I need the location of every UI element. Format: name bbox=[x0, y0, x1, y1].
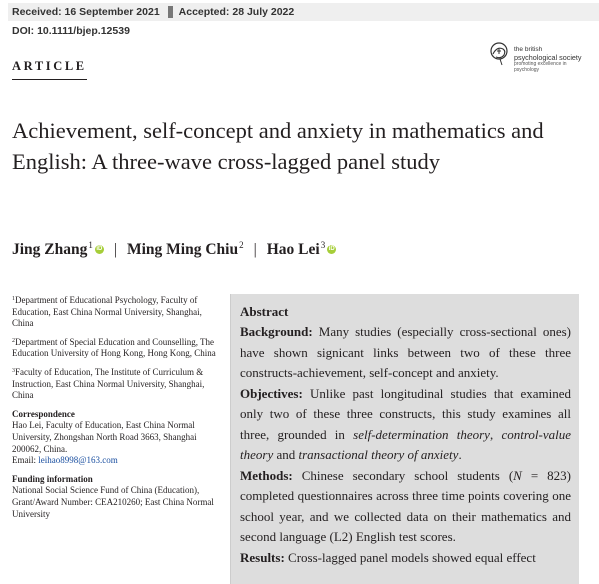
affiliation-number: 1 bbox=[12, 296, 15, 302]
funding-heading: Funding information bbox=[12, 473, 93, 484]
bps-logo bbox=[488, 40, 588, 80]
bps-logo-line2: psychological society bbox=[514, 53, 582, 62]
accepted-date: Accepted: 28 July 2022 bbox=[178, 6, 295, 18]
affiliation-number: 3 bbox=[12, 367, 15, 374]
email-link[interactable]: leihao8998@163.com bbox=[38, 455, 118, 466]
methods-label: Methods: bbox=[240, 467, 293, 483]
author-name[interactable]: Hao Lei bbox=[266, 241, 320, 258]
correspondence-heading: Correspondence bbox=[12, 408, 75, 419]
sample-size-symbol: N bbox=[513, 467, 522, 483]
bps-logo-line1: the british bbox=[514, 46, 543, 53]
results-text: Cross-lagged panel models showed equal effect bbox=[284, 549, 536, 565]
objectives-theory-3: transactional theory of anxiety bbox=[298, 447, 459, 462]
objectives-text: Unlike past longitudinal studies that examined only two of these three constructs, this study examines all three, grounded in bbox=[240, 385, 571, 442]
received-date: Received: 16 September 2021 bbox=[12, 6, 160, 18]
funding-section bbox=[12, 474, 222, 520]
orcid-icon[interactable]: iD bbox=[328, 246, 335, 252]
article-label-rule bbox=[12, 79, 87, 80]
abstract-objectives bbox=[240, 384, 571, 466]
author-affiliation-number: 3 bbox=[320, 240, 326, 250]
author-affiliation-number: 1 bbox=[88, 240, 93, 250]
affiliation-text: Department of Educational Psychology, Faculty of Education, East China Normal University, Shanghai, China bbox=[12, 295, 202, 329]
affiliation-item bbox=[12, 366, 222, 402]
objectives-text: and bbox=[273, 447, 299, 462]
author-separator: | bbox=[253, 241, 257, 258]
author-affiliation-number: 2 bbox=[239, 240, 244, 250]
objectives-text: . bbox=[458, 447, 462, 462]
affiliations-column bbox=[12, 294, 222, 520]
received-accepted-bar bbox=[8, 3, 599, 21]
affiliation-item bbox=[12, 294, 222, 330]
affiliation-text: Faculty of Education, The Institute of Curriculum & Instruction, East China Normal University, Shanghai, China bbox=[12, 366, 205, 401]
correspondence-email-line bbox=[12, 455, 222, 467]
background-label: Background: bbox=[240, 324, 313, 339]
affiliation-number: 2 bbox=[12, 337, 15, 344]
author-separator: | bbox=[113, 241, 117, 258]
article-type-label: ARTICLE bbox=[12, 59, 87, 73]
header-divider bbox=[168, 6, 173, 18]
objectives-theory-2: control-value theory bbox=[240, 426, 572, 462]
abstract-background bbox=[240, 322, 571, 384]
author-name[interactable]: Jing Zhang bbox=[12, 241, 88, 258]
orcid-icon[interactable]: iD bbox=[96, 246, 103, 252]
bps-logo-line3: promoting excellence in psychology bbox=[514, 61, 567, 73]
objectives-theory-1: self-determination theory bbox=[353, 426, 490, 442]
abstract-methods bbox=[240, 466, 571, 548]
affiliation-item bbox=[12, 336, 222, 360]
methods-text: = 823) completed questionnaires across three time points covering one school year, and we collected data on their mathematics and second language (L2) English test scores. bbox=[240, 467, 571, 544]
background-text: Many studies (especially cross-sectional ones) have shown signicant links between two of these three constructs-achievement, self-concept and anxiety. bbox=[240, 324, 571, 380]
affiliation-text: Department of Special Education and Counselling, The Education University of Hong Kong, Hong Kong, China bbox=[12, 336, 216, 359]
funding-text: National Social Science Fund of China (Education), Grant/Award Number: CEA210260; East China Normal University bbox=[12, 485, 214, 519]
results-label: Results: bbox=[240, 549, 285, 565]
author-name[interactable]: Ming Ming Chiu bbox=[127, 241, 239, 258]
objectives-label: Objectives: bbox=[240, 385, 303, 401]
author-list bbox=[12, 240, 336, 259]
email-label: Email: bbox=[12, 455, 39, 466]
objectives-text: , bbox=[489, 426, 502, 442]
abstract-results bbox=[240, 548, 571, 569]
correspondence-text: Hao Lei, Faculty of Education, East China Normal University, Zhongshan North Road 3663, Shanghai 200062, China. bbox=[12, 420, 197, 454]
article-title: Achievement, self-concept and anxiety in mathematics and English: A three-wave cross-lagged panel study bbox=[12, 118, 544, 174]
abstract-box bbox=[230, 294, 579, 584]
correspondence-section bbox=[12, 409, 222, 467]
bps-logo-mark-icon bbox=[488, 40, 512, 66]
methods-text: Chinese secondary school students ( bbox=[292, 467, 514, 483]
abstract-heading: Abstract bbox=[240, 304, 289, 319]
doi-text: DOI: 10.1111/bjep.12539 bbox=[12, 25, 130, 37]
